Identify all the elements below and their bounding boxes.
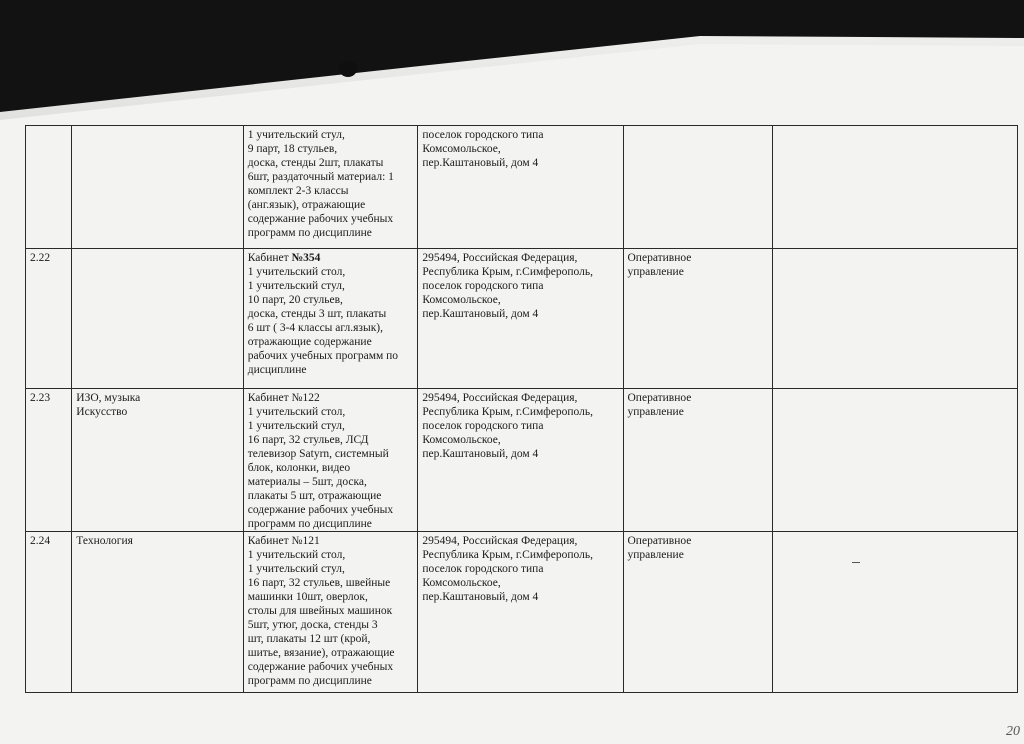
equipment-line: 1 учительский стол, — [247, 549, 346, 561]
subject-line: Технология — [76, 535, 133, 547]
cabinet-title: Кабинет №122 — [247, 392, 320, 404]
equipment-line: телевизор Satyrn, системный — [247, 448, 389, 460]
equipment-line: программ по дисциплине — [247, 675, 372, 687]
table-row — [26, 532, 1018, 693]
right-type-line: Оперативное — [627, 535, 692, 547]
row-number — [26, 126, 72, 249]
right-type-cell — [623, 532, 772, 693]
address-line: поселок городского типа — [422, 280, 544, 292]
subject-cell — [72, 249, 243, 389]
right-type-line: управление — [627, 549, 684, 561]
equipment-line: отражающие содержание — [247, 336, 372, 348]
row-number: 2.23 — [26, 389, 72, 532]
equipment-line: 1 учительский стул, — [247, 280, 345, 292]
table-row — [26, 249, 1018, 389]
equipment-line: комплект 2-3 классы — [247, 185, 349, 197]
address-cell — [418, 532, 623, 693]
equipment-line: 1 учительский стол, — [247, 266, 346, 278]
facilities-table — [25, 125, 1018, 693]
table-row — [26, 126, 1018, 249]
notes-cell — [772, 389, 1017, 532]
subject-cell — [72, 532, 243, 693]
equipment-line: 1 учительский стул, — [247, 129, 345, 141]
equipment-line: (анг.язык), отражающие — [247, 199, 366, 211]
equipment-line: доска, стенды 3 шт, плакаты — [247, 308, 387, 320]
equipment-line: 1 учительский стол, — [247, 406, 346, 418]
address-cell — [418, 389, 623, 532]
equipment-line: 10 парт, 20 стульев, — [247, 294, 343, 306]
punch-hole — [339, 61, 357, 77]
cabinet-title: Кабинет №354 — [247, 252, 321, 264]
address-line: Комсомольское, — [422, 143, 501, 155]
equipment-line: 9 парт, 18 стульев, — [247, 143, 338, 155]
right-type-line: Оперативное — [627, 392, 692, 404]
right-type-cell — [623, 249, 772, 389]
equipment-line: содержание рабочих учебных — [247, 661, 394, 673]
row-number: 2.24 — [26, 532, 72, 693]
equipment-line: доска, стенды 2шт, плакаты — [247, 157, 384, 169]
equipment-line: содержание рабочих учебных — [247, 213, 394, 225]
address-line: пер.Каштановый, дом 4 — [422, 448, 539, 460]
row-number: 2.22 — [26, 249, 72, 389]
notes-cell — [772, 532, 1017, 693]
equipment-line: шитье, вязание), отражающие — [247, 647, 395, 659]
right-type-line: управление — [627, 406, 684, 418]
equipment-cell — [243, 126, 418, 249]
subject-line: ИЗО, музыка — [76, 392, 141, 404]
equipment-line: рабочих учебных программ по — [247, 350, 399, 362]
address-cell — [418, 249, 623, 389]
notes-cell — [772, 249, 1017, 389]
equipment-line: машинки 10шт, оверлок, — [247, 591, 368, 603]
page-number: 20 — [1006, 724, 1020, 739]
right-type-line: Оперативное — [627, 252, 692, 264]
right-type-cell — [623, 126, 772, 249]
equipment-line: 6 шт ( 3-4 классы агл.язык), — [247, 322, 383, 334]
equipment-line: содержание рабочих учебных — [247, 504, 394, 516]
equipment-line: 16 парт, 32 стульев, ЛСД — [247, 434, 369, 446]
equipment-line: плакаты 5 шт, отражающие — [247, 490, 382, 502]
address-line: пер.Каштановый, дом 4 — [422, 157, 539, 169]
equipment-line: 6шт, раздаточный материал: 1 — [247, 171, 394, 183]
equipment-line: 16 парт, 32 стульев, швейные — [247, 577, 391, 589]
cabinet-title: Кабинет №121 — [247, 535, 320, 547]
address-line: Республика Крым, г.Симферополь, — [422, 406, 593, 418]
address-line: поселок городского типа — [422, 129, 544, 141]
equipment-line: 5шт, утюг, доска, стенды 3 — [247, 619, 378, 631]
equipment-line: 1 учительский стул, — [247, 563, 345, 575]
address-line: 295494, Российская Федерация, — [422, 252, 578, 264]
subject-cell — [72, 126, 243, 249]
address-line: Республика Крым, г.Симферополь, — [422, 549, 593, 561]
right-type-line: управление — [627, 266, 684, 278]
address-line: Комсомольское, — [422, 294, 501, 306]
equipment-line: 1 учительский стул, — [247, 420, 345, 432]
subject-line: Искусство — [76, 406, 128, 418]
address-line: поселок городского типа — [422, 420, 544, 432]
address-line: пер.Каштановый, дом 4 — [422, 308, 539, 320]
notes-cell — [772, 126, 1017, 249]
equipment-cell — [243, 532, 418, 693]
address-line: поселок городского типа — [422, 563, 544, 575]
subject-cell — [72, 389, 243, 532]
equipment-line: материалы – 5шт, доска, — [247, 476, 367, 488]
equipment-line: дисциплине — [247, 364, 307, 376]
equipment-line: программ по дисциплине — [247, 227, 372, 239]
address-line: Комсомольское, — [422, 434, 501, 446]
pen-mark — [852, 562, 860, 563]
table-row — [26, 389, 1018, 532]
equipment-line: программ по дисциплине — [247, 518, 372, 530]
equipment-line: шт, плакаты 12 шт (крой, — [247, 633, 371, 645]
address-line: 295494, Российская Федерация, — [422, 535, 578, 547]
equipment-cell — [243, 389, 418, 532]
address-line: 295494, Российская Федерация, — [422, 392, 578, 404]
equipment-line: столы для швейных машинок — [247, 605, 393, 617]
equipment-line: блок, колонки, видео — [247, 462, 351, 474]
right-type-cell — [623, 389, 772, 532]
address-cell — [418, 126, 623, 249]
address-line: Комсомольское, — [422, 577, 501, 589]
address-line: Республика Крым, г.Симферополь, — [422, 266, 593, 278]
equipment-cell — [243, 249, 418, 389]
address-line: пер.Каштановый, дом 4 — [422, 591, 539, 603]
